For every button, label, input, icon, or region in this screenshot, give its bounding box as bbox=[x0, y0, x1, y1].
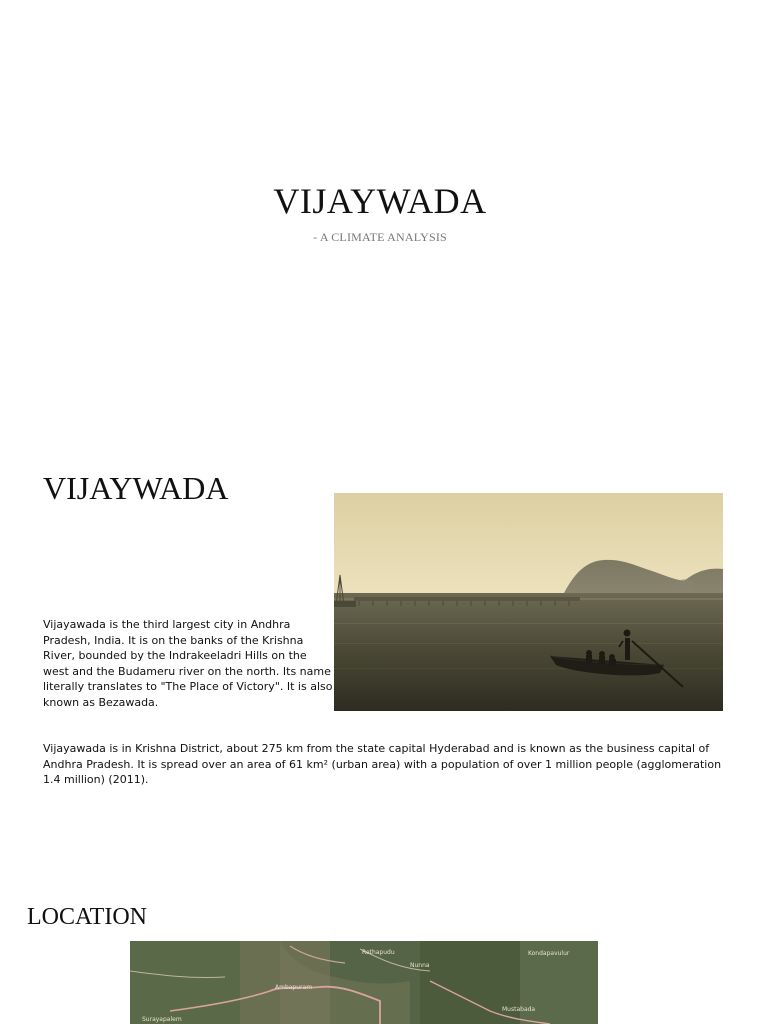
cover-subtitle: - A CLIMATE ANALYSIS bbox=[313, 230, 447, 244]
intro-paragraph-2: Vijayawada is in Krishna District, about 275 km from the state capital Hyderabad and is known as the business capital of Andhra Pradesh. It is spread over an area of 61 km² (urban area) with a population of over 1 million people (agglomeration 1.4 million) (2011). bbox=[43, 742, 722, 786]
intro-paragraph-1: Vijayawada is the third largest city in Andhra Pradesh, India. It is on the banks of the Krishna River, bounded by the Indrakeeladri Hills on the west and the Budameru river on the north. Its name literally translates to "The Place of Victory". It is also known as Bezawada. bbox=[43, 618, 333, 709]
location-heading: LOCATION bbox=[27, 904, 147, 930]
cover-title: VIJAYWADA bbox=[273, 181, 487, 221]
map-label-nunna: Nunna bbox=[410, 962, 430, 969]
map-label-mustabada: Mustabada bbox=[502, 1006, 536, 1013]
map-label-rethapudu: Rethapudu bbox=[362, 949, 395, 956]
map-label-kondapavulur: Kondapavulur bbox=[528, 950, 570, 957]
intro-heading: VIJAYWADA bbox=[43, 470, 229, 506]
river-boat-photo bbox=[334, 493, 723, 711]
map-label-ambapuram: Ambapuram bbox=[275, 984, 313, 991]
map-label-surayapalem: Surayapalem bbox=[142, 1016, 182, 1023]
satellite-map bbox=[130, 941, 598, 1024]
